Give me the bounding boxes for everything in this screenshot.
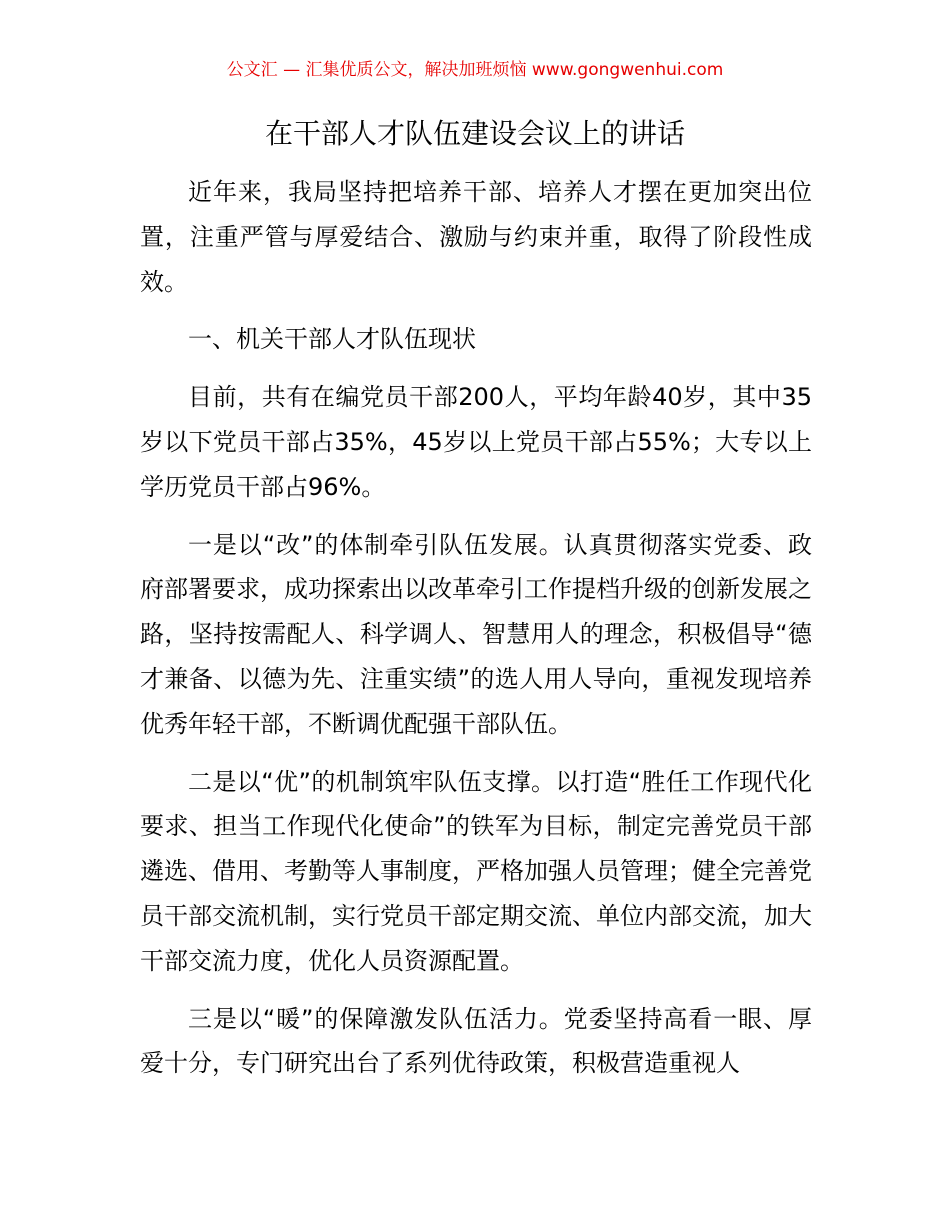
document-body [140,170,812,1099]
paragraph-statistics: 目前，共有在编党员干部200人，平均年龄40岁，其中35岁以下党员干部占35%，45岁以上党员干部占55%；大专以上学历党员干部占96%。 [140,383,812,501]
paragraph-support: 三是以“暖”的保障激发队伍活力。党委坚持高看一眼、厚爱十分，专门研究出台了系列优待政策，积极营造重视人 [140,1004,812,1078]
paragraph-reform: 一是以“改”的体制牵引队伍发展。认真贯彻落实党委、政府部署要求，成功探索出以改革牵引工作提档升级的创新发展之路，坚持按需配人、科学调人、智慧用人的理念，积极倡导“德才兼备、以德为先、注重实绩”的选人用人导向，重视发现培养优秀年轻干部，不断调优配强干部队伍。 [140,530,812,738]
section-heading: 一、机关干部人才队伍现状 [188,325,476,354]
paragraph-mechanism: 二是以“优”的机制筑牢队伍支撑。以打造“胜任工作现代化要求、担当工作现代化使命”的铁军为目标，制定完善党员干部遴选、借用、考勤等人事制度，严格加强人员管理；健全完善党员干部交流机制，实行党员干部定期交流、单位内部交流，加大干部交流力度，优化人员资源配置。 [140,767,812,975]
site-banner: 公文汇 — 汇集优质公文，解决加班烦恼 www.gongwenhui.com [226,60,724,80]
document-title: 在干部人才队伍建设会议上的讲话 [264,117,685,150]
paragraph-intro: 近年来，我局坚持把培养干部、培养人才摆在更加突出位置，注重严管与厚爱结合、激励与约束并重，取得了阶段性成效。 [140,178,812,296]
